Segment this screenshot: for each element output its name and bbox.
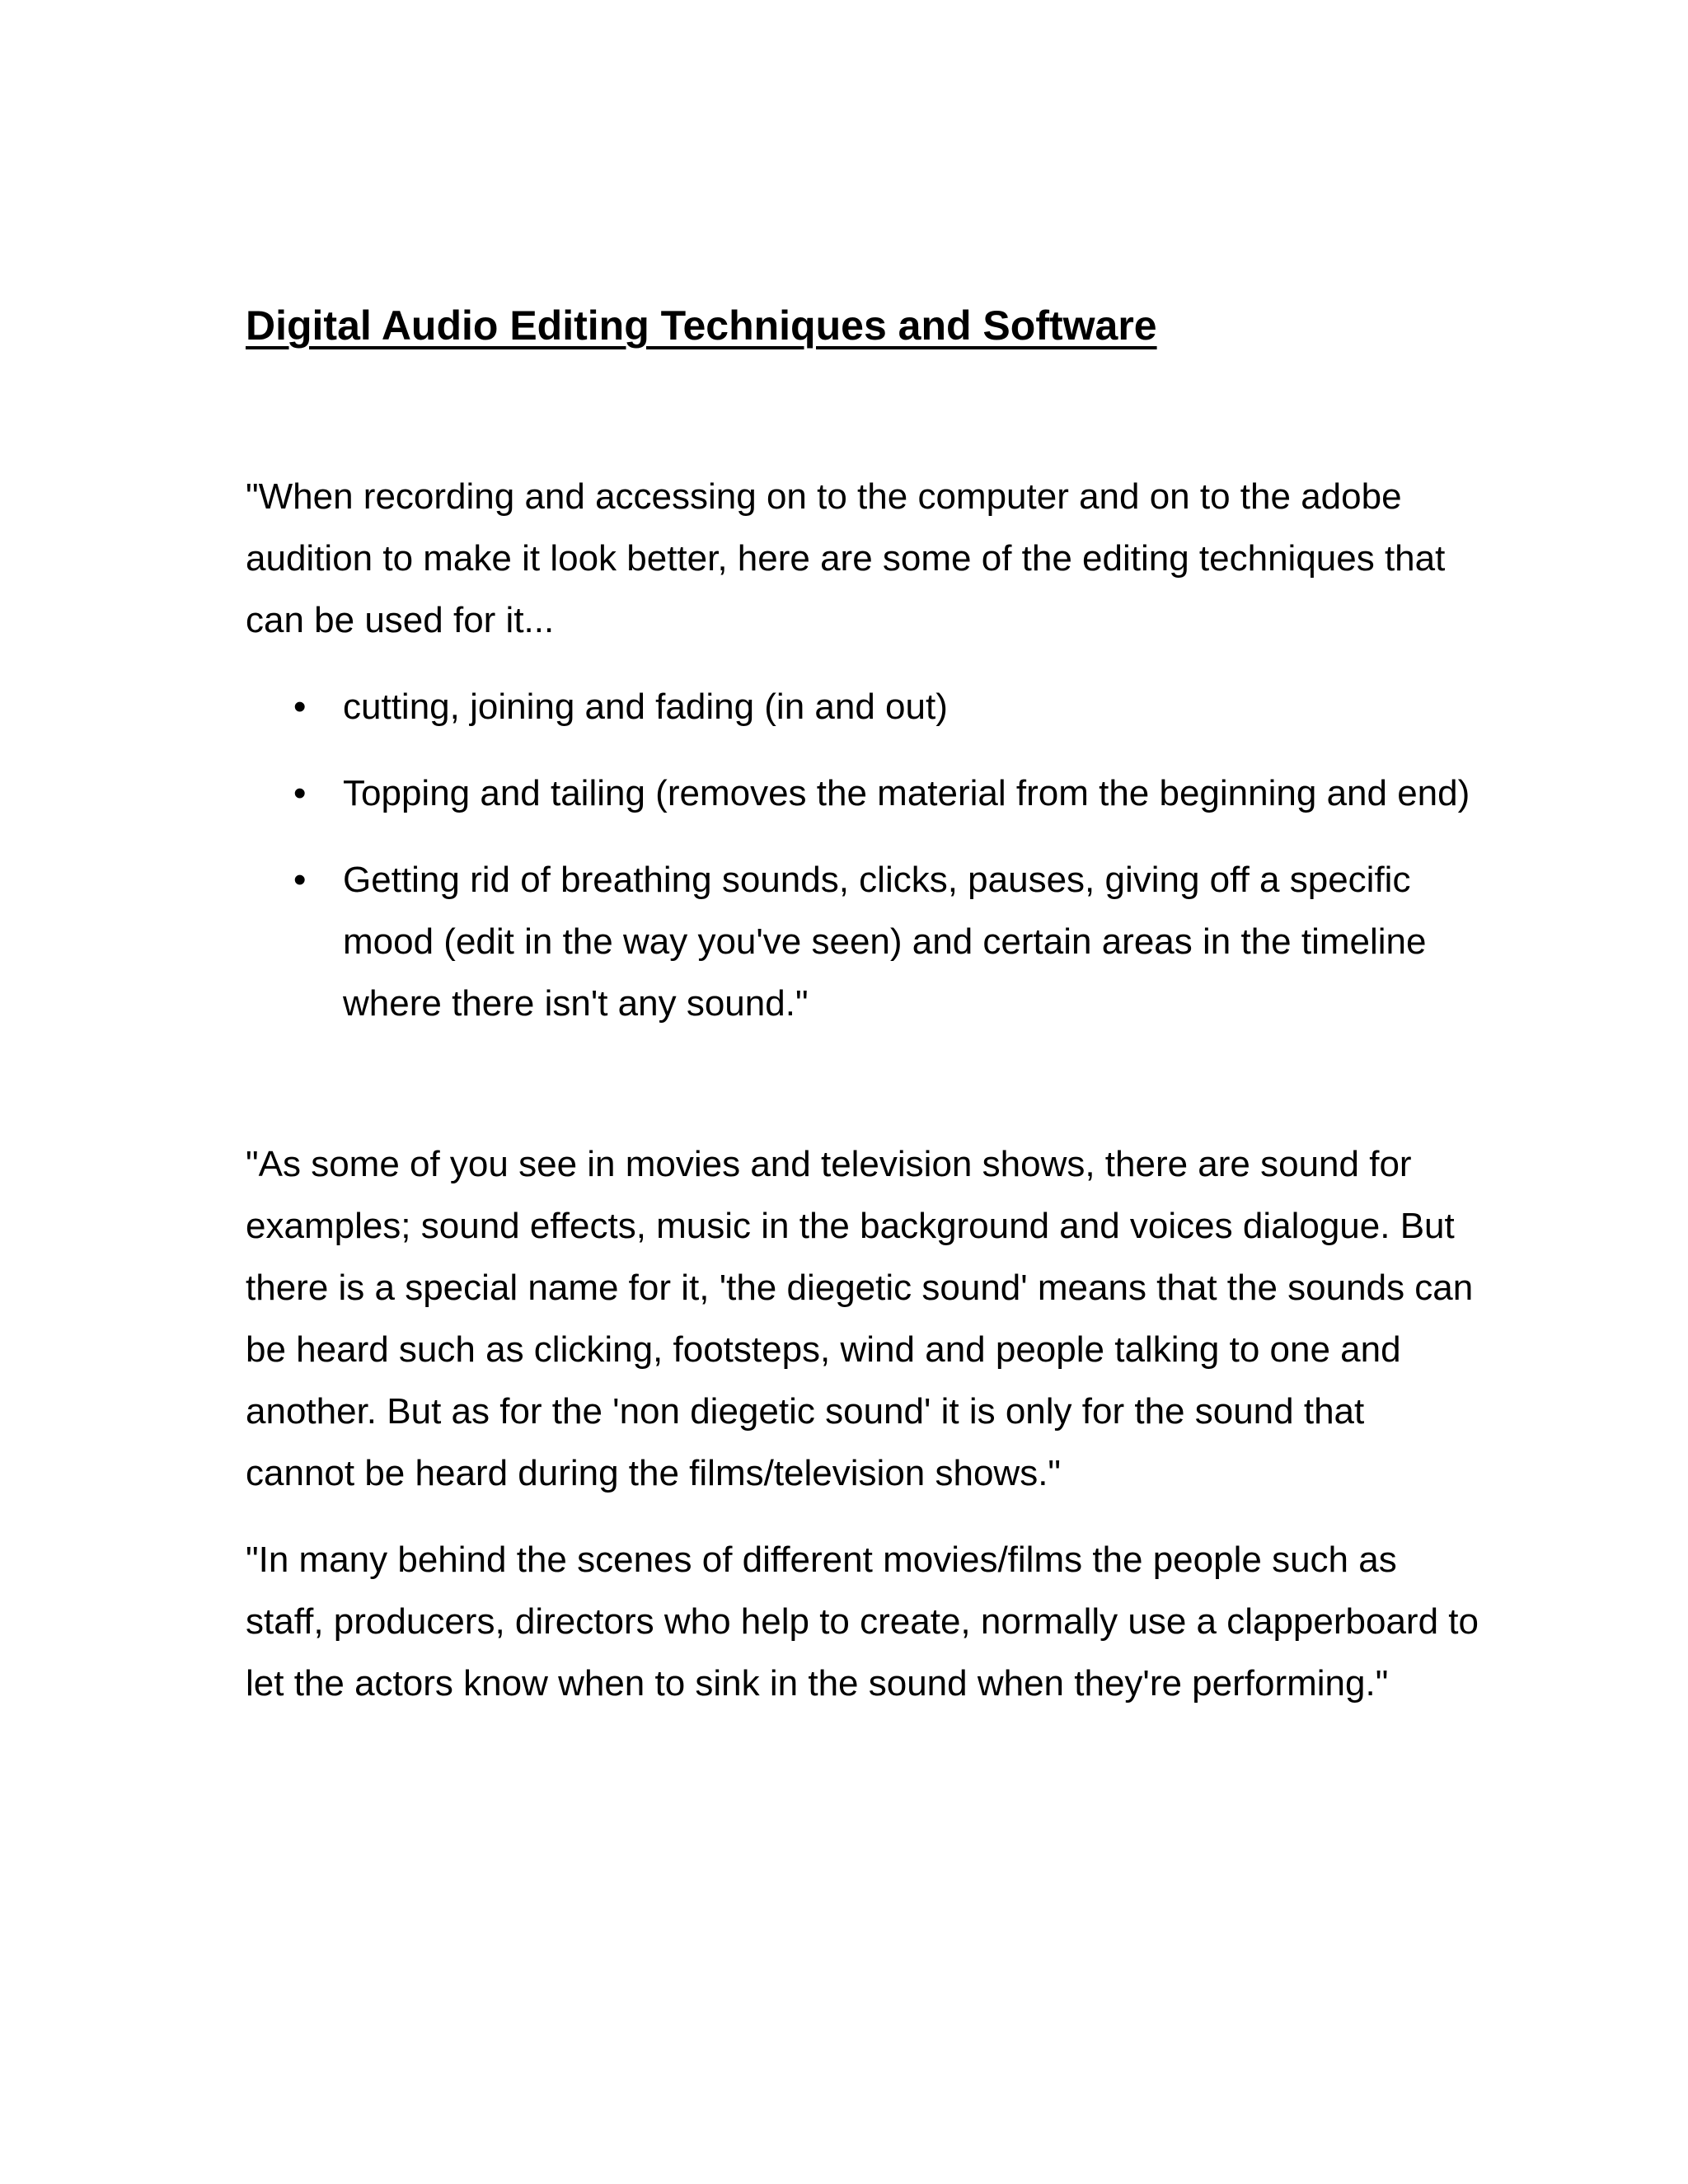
diegetic-sound-paragraph: "As some of you see in movies and television shows, there are sound for examples; sound effects, music in the background and voices dialogue. But there is a special name for it, 'the diegetic sound' means that the sounds can be heard such as clicking, footsteps, wind and people talking to one and another. But as for the 'non diegetic sound' it is only for the sound that cannot be heard during the films/television shows." (246, 1144, 1474, 1493)
bullet-icon: • (293, 687, 307, 727)
list-item-text: Getting rid of breathing sounds, clicks, pauses, giving off a specific mood (edit in the way you've seen) and certain areas in the timeline where there isn't any sound." (343, 860, 1427, 1024)
document-body (246, 297, 1482, 1714)
document-title: Digital Audio Editing Techniques and Software (246, 302, 1157, 349)
list-item-text: Topping and tailing (removes the material from the beginning and end) (343, 773, 1470, 813)
intro-paragraph: "When recording and accessing on to the computer and on to the adobe audition to make it look better, here are some of the editing techniques that can be used for it... (246, 476, 1446, 640)
clapperboard-paragraph: "In many behind the scenes of different movies/films the people such as staff, producers, directors who help to create, normally use a clapperboard to let the actors know when to sink in the sound when they're performing." (246, 1540, 1479, 1704)
list-item (293, 676, 1482, 738)
techniques-list (246, 676, 1482, 1034)
list-item (293, 762, 1482, 824)
bullet-icon: • (293, 860, 307, 900)
list-item (293, 849, 1482, 1034)
bullet-icon: • (293, 773, 307, 813)
list-item-text: cutting, joining and fading (in and out) (343, 687, 948, 727)
